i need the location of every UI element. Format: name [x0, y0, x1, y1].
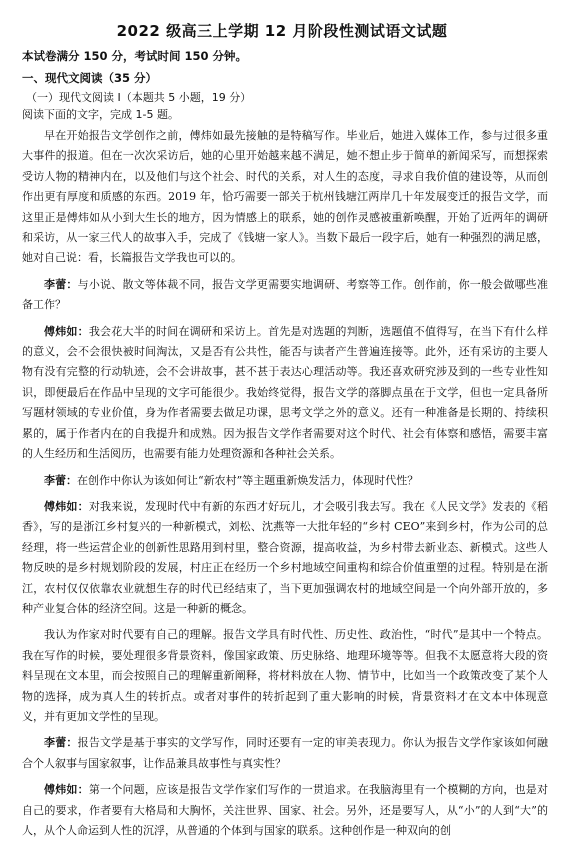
paragraph: [22, 471, 548, 491]
paragraph: [22, 275, 548, 316]
paragraph: [22, 322, 548, 465]
paragraph-text: 与小说、散文等体裁不同，报告文学更需要实地调研、考察等工作。创作前，你一般会做哪些准备工作？: [22, 277, 549, 312]
paragraph: [22, 780, 548, 841]
speaker-label: 傅炜如：: [44, 783, 89, 797]
speaker-label: 李蕾：: [44, 277, 78, 291]
paragraph-text: 早在开始报告文学创作之前，傅炜如最先接触的是特稿写作。毕业后，她进入媒体工作，参与过很多重大事件的报道。但在一次次采访后，她的心里开始越来越不满足，她不想止步于简单的新闻采写，而想探索受访人物的精神内在，以及他们与这个社会、时代的关系，对人生的态度，寻求自我价值的建设等，从而创作出更有厚度和质感的东西。2019 年，恰巧需要一部关于杭州钱塘江两岸几十年发展变迁的报告文学，而这里正是傅炜如从小到大生长的地方，因为情感上的联系，她的创作灵感被重新唤醒，开始了近两年的调研和采访，从一家三代人的故事入手，完成了《钱塘一家人》。当数下最后一段字后，她有一种强烈的满足感，她对自己说：看，长篇报告文学我也可以的。: [22, 129, 548, 265]
speaker-label: 傅炜如：: [44, 324, 89, 338]
speaker-label: 李蕾：: [44, 736, 78, 750]
paragraph: [22, 497, 548, 619]
section-heading: 一、现代文阅读（35 分）: [22, 71, 158, 85]
paragraph-text: 报告文学是基于事实的文学写作，同时还要有一定的审美表现力。你认为报告文学作家该如何融合个人叙事与国家叙事，让作品兼具故事性与真实性？: [22, 736, 549, 770]
instruction: 阅读下面的文字，完成 1-5 题。: [22, 108, 179, 121]
passage-body: [22, 126, 548, 841]
speaker-label: 李蕾：: [44, 473, 77, 487]
exam-info: 本试卷满分 150 分，考试时间 150 分钟。: [22, 49, 248, 63]
paragraph-text: 第一个问题，应该是报告文学作家们写作的一贯追求。在我脑海里有一个模糊的方向，也是对自己的要求，作者要有大格局和大胸怀，关注世界、国家、社会。另外，还是要写人，从“小”的人到“大”的人，从个人命运到人性的沉浮，从普通的个体到与国家的联系。这种创作是一种双向的创: [22, 783, 549, 837]
paragraph: [22, 733, 548, 774]
paragraph-text: 我会花大半的时间在调研和采访上。首先是对选题的判断，选题值不值得写，在当下有什么样的意义，会不会很快被时间淘汰，又是否有公共性，能否与读者产生普遍连接等。此外，还有采访的主要人物有没有完整的行动轨迹，会不会讲故事，甚不甚于表达心理活动等。我还喜欢研究涉及到的一些专业性知识，即便最后在作品中呈现的文字可能很少。我始终觉得，报告文学的落脚点虽在于文学，但也一定具备所写题材领域的专业价值，身为作者需要去做足功课，思考文学之外的意义。还有一种准备是长期的、持续积累的，属于作者内在的自我提升和成熟。因为报告文学作者需要对这个时代、社会有体察和感悟，需要丰富的人生经历和生活阅历，也需要有能力处理资源和各种社会关系。: [22, 324, 549, 461]
paragraph-text: 在创作中你认为该如何让“新农村”等主题重新焕发活力，体现时代性？: [77, 473, 419, 487]
paragraph: [22, 625, 548, 727]
subsection-heading: （一）现代文阅读 I（本题共 5 小题，19 分）: [26, 91, 252, 104]
paragraph-text: 我认为作家对时代要有自己的理解。报告文学具有时代性、历史性、政治性，“时代”是其中一个特点。我在写作的时候，要处理很多背景资料，像国家政策、历史脉络、地理环境等等。但我不太愿意将大段的资料呈现在文本里，而会按照自己的理解重新阐释，将材料放在人物、情节中，比如当一个政策改变了某个人物的选择，成为真人生的转折点。或者对事件的转折起到了重大影响的时候，背景资料才在文本中体现意义，并有更加文学性的呈现。: [22, 628, 548, 723]
paragraph-text: 对我来说，发现时代中有新的东西才好玩儿，才会吸引我去写。我在《人民文学》发表的《稻香》，写的是浙江乡村复兴的一种新模式，刘松、沈燕等一大批年轻的“乡村 CEO”来到乡村，作为公司的总经理，将一些运营企业的创新性思路用到村里，整合资源，提高收益，为乡村带去新业态、新模式。这些人物反映的是乡村规划阶段的发展，村庄正在经历一个乡村地域空间重构和综合价值重塑的过程。特别是在浙江，农村仅仅依靠农业就想生存的时代已经结束了，当下更加强调农村的地域空间是一个向外部开放的，多种产业复合体的经济空间。这是一种新的概念。: [22, 499, 549, 615]
speaker-label: 傅炜如：: [44, 499, 89, 513]
paragraph: [22, 126, 548, 269]
exam-title: 2022 级高三上学期 12 月阶段性测试语文试题: [116, 22, 448, 40]
